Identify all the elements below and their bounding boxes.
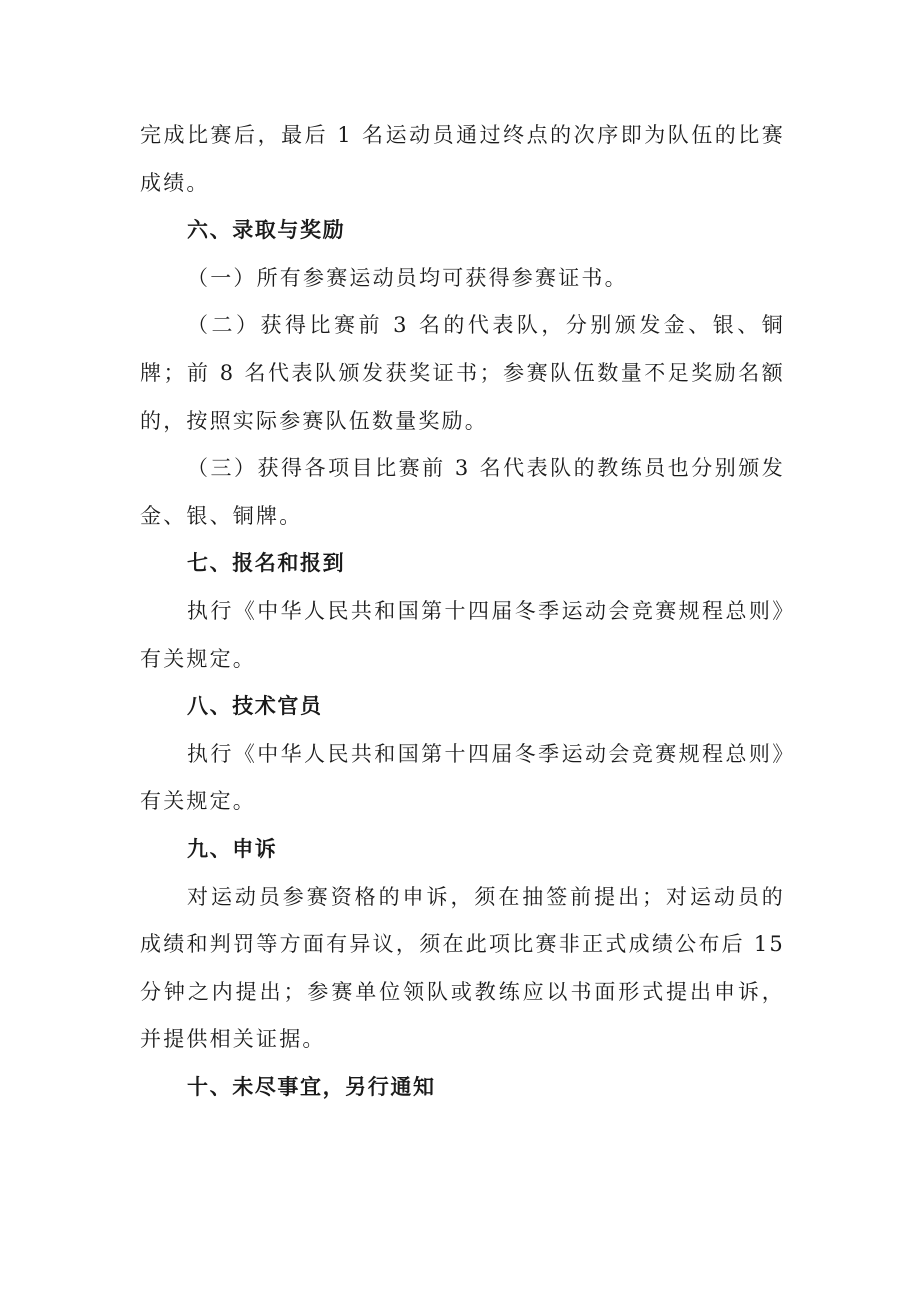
section-heading-awards: 六、录取与奖励 bbox=[187, 218, 346, 243]
section-heading-technical-officials: 八、技术官员 bbox=[187, 694, 323, 719]
paragraph-registration: 执行《中华人民共和国第十四届冬季运动会竞赛规程总则》有关规定。 bbox=[140, 598, 785, 671]
document-page bbox=[140, 112, 785, 1111]
paragraph-awards-3: （三）获得各项目比赛前 3 名代表队的教练员也分别颁发金、银、铜牌。 bbox=[140, 456, 785, 528]
paragraph-continuation: 完成比赛后，最后 1 名运动员通过终点的次序即为队伍的比赛成绩。 bbox=[140, 123, 785, 195]
section-heading-registration: 七、报名和报到 bbox=[187, 551, 346, 576]
paragraph-awards-1: （一）所有参赛运动员均可获得参赛证书。 bbox=[187, 265, 628, 290]
section-heading-appeals: 九、申诉 bbox=[187, 836, 278, 861]
paragraph-technical-officials: 执行《中华人民共和国第十四届冬季运动会竞赛规程总则》有关规定。 bbox=[140, 741, 785, 814]
paragraph-awards-2: （二）获得比赛前 3 名的代表队，分别颁发金、银、铜牌；前 8 名代表队颁发获奖证书；参赛队伍数量不足奖励名额的，按照实际参赛队伍数量奖励。 bbox=[140, 313, 785, 433]
section-heading-other-matters: 十、未尽事宜，另行通知 bbox=[187, 1074, 436, 1099]
paragraph-appeals: 对运动员参赛资格的申诉，须在抽签前提出；对运动员的成绩和判罚等方面有异议，须在此项比赛非正式成绩公布后 15 分钟之内提出；参赛单位领队或教练应以书面形式提出申诉，并提供相关证据。 bbox=[140, 884, 785, 1052]
